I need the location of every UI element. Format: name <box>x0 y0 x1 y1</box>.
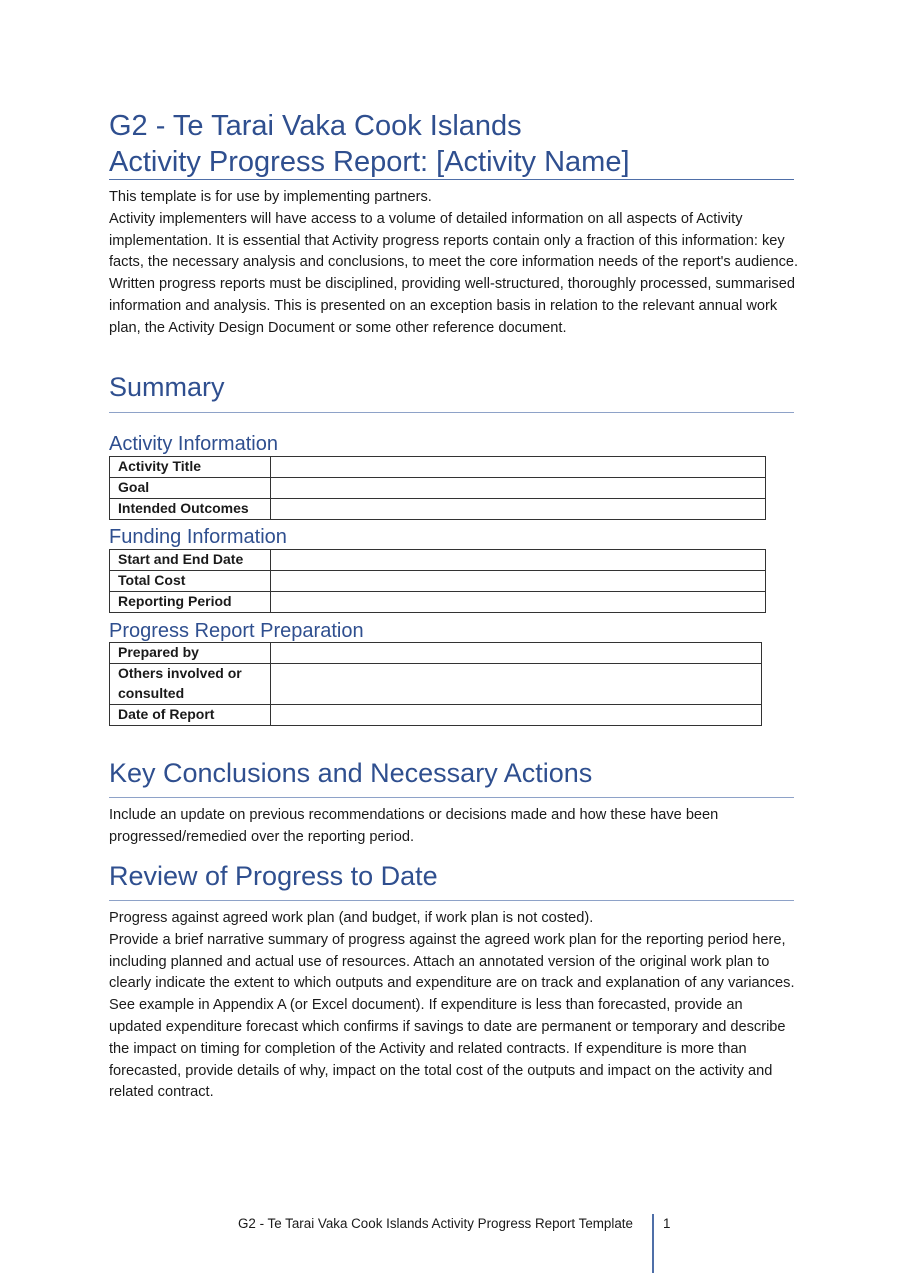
title-line-1: G2 - Te Tarai Vaka Cook Islands <box>109 110 522 142</box>
row-label: Date of Report <box>110 705 271 726</box>
review-rule <box>109 900 794 901</box>
footer-divider <box>652 1214 654 1273</box>
intro-text <box>109 187 799 340</box>
table-row <box>110 664 762 705</box>
intro-paragraph: Activity implementers will have access to a volume of detailed information on all aspects of Activity implementation. It is essential that Activity progress reports contain only a fraction of this information: key facts, the necessary analysis and conclusions, to meet the core information needs of the report's audience. <box>109 210 799 271</box>
row-value-field[interactable] <box>271 571 766 592</box>
row-label: Intended Outcomes <box>110 498 271 519</box>
progress-report-preparation-heading: Progress Report Preparation <box>109 620 364 642</box>
key-conclusions-heading: Key Conclusions and Necessary Actions <box>109 758 593 788</box>
intro-paragraph: This template is for use by implementing partners. <box>109 189 432 205</box>
row-label: Goal <box>110 478 271 499</box>
summary-heading: Summary <box>109 372 225 402</box>
title-rule <box>109 179 794 180</box>
row-value-field[interactable] <box>271 705 762 726</box>
title-line-2: Activity Progress Report: [Activity Name] <box>109 146 630 178</box>
activity-information-heading: Activity Information <box>109 433 278 455</box>
row-value-field[interactable] <box>271 550 766 571</box>
funding-information-table <box>109 549 766 613</box>
page-number: 1 <box>663 1216 671 1231</box>
table-row <box>110 705 762 726</box>
review-text <box>109 908 799 1104</box>
review-paragraph: Provide a brief narrative summary of progress against the agreed work plan for the reporting period here, including planned and actual use of resources. Attach an annotated version of the original work plan to clearly indicate the extent to which outputs and expenditure are on track and explanation of any variances. See example in Appendix A (or Excel document). If expenditure is less than forecasted, provide an updated expenditure forecast which confirms if savings to date are permanent or temporary and describe the impact on timing for completion of the Activity and related contracts. If expenditure is more than forecasted, provide details of why, impact on the total cost of the outputs and impact on the activity and related contract. <box>109 931 795 1101</box>
key-conclusions-paragraph: Include an update on previous recommendations or decisions made and how these have been progressed/remedied over the reporting period. <box>109 807 719 845</box>
row-label: Others involved or consulted <box>110 664 271 705</box>
table-row <box>110 457 766 478</box>
row-label: Reporting Period <box>110 592 271 613</box>
row-label: Total Cost <box>110 571 271 592</box>
table-row <box>110 571 766 592</box>
summary-rule <box>109 412 794 413</box>
document-title <box>109 108 794 180</box>
table-row <box>110 498 766 519</box>
activity-information-table <box>109 456 766 520</box>
row-value-field[interactable] <box>271 664 762 705</box>
review-paragraph: Progress against agreed work plan (and budget, if work plan is not costed). <box>109 910 594 926</box>
table-row <box>110 643 762 664</box>
row-label: Activity Title <box>110 457 271 478</box>
row-value-field[interactable] <box>271 498 766 519</box>
intro-paragraph: Written progress reports must be disciplined, providing well-structured, thoroughly processed, summarised information and analysis. This is presented on an exception basis in relation to the relevant annual work plan, the Activity Design Document or some other reference document. <box>109 276 795 336</box>
page-footer: G2 - Te Tarai Vaka Cook Islands Activity Progress Report Template <box>238 1216 633 1231</box>
funding-information-heading: Funding Information <box>109 526 287 548</box>
table-row <box>110 550 766 571</box>
progress-report-preparation-table <box>109 642 762 726</box>
table-row <box>110 478 766 499</box>
row-label: Prepared by <box>110 643 271 664</box>
review-heading: Review of Progress to Date <box>109 861 438 891</box>
row-value-field[interactable] <box>271 592 766 613</box>
table-row <box>110 592 766 613</box>
row-value-field[interactable] <box>271 457 766 478</box>
key-conclusions-text <box>109 805 769 849</box>
key-conclusions-rule <box>109 797 794 798</box>
row-label: Start and End Date <box>110 550 271 571</box>
row-value-field[interactable] <box>271 478 766 499</box>
row-value-field[interactable] <box>271 643 762 664</box>
